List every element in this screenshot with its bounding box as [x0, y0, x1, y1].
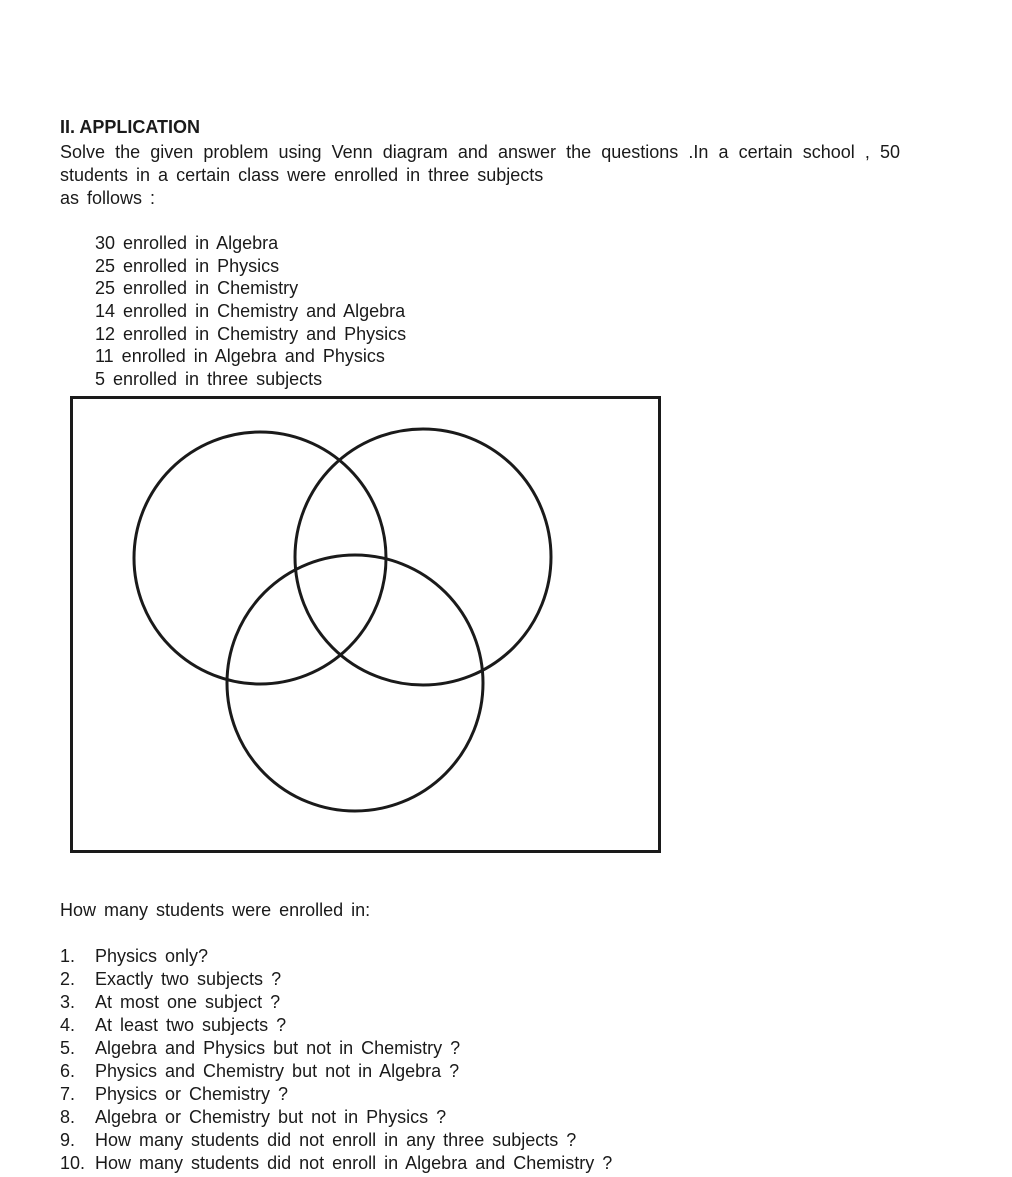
question-text: At least two subjects ?	[95, 1015, 287, 1035]
venn-circle-left	[134, 432, 386, 684]
question-item	[60, 1129, 612, 1152]
questions-prompt: How many students were enrolled in:	[60, 900, 371, 920]
question-number: 9.	[60, 1130, 76, 1150]
enrollment-facts	[95, 232, 406, 391]
fact-item: 30 enrolled in Algebra	[95, 233, 279, 253]
question-item	[60, 1014, 612, 1037]
question-text: Physics or Chemistry ?	[95, 1084, 289, 1104]
section-heading: II. APPLICATION	[60, 117, 201, 137]
question-number: 6.	[60, 1061, 76, 1081]
question-text: Physics and Chemistry but not in Algebra ?	[95, 1061, 460, 1081]
question-number: 7.	[60, 1084, 76, 1104]
intro-line-1: Solve the given problem using Venn diagram and answer the questions .In a certain school , 50	[60, 142, 900, 162]
question-text: Exactly two subjects ?	[95, 969, 282, 989]
question-item	[60, 1037, 612, 1060]
question-list	[60, 945, 612, 1175]
fact-item: 12 enrolled in Chemistry and Physics	[95, 323, 407, 344]
question-item	[60, 968, 612, 991]
question-number: 1.	[60, 946, 76, 966]
fact-item: 11 enrolled in Algebra and Physics	[95, 346, 385, 367]
question-text: At most one subject ?	[95, 992, 281, 1012]
question-number: 4.	[60, 1015, 76, 1035]
question-text: Algebra and Physics but not in Chemistry ?	[95, 1038, 461, 1058]
question-item	[60, 1060, 612, 1083]
question-text: Algebra or Chemistry but not in Physics ?	[95, 1107, 447, 1127]
question-text: How many students did not enroll in Algebra and Chemistry ?	[95, 1153, 613, 1173]
question-text: Physics only?	[95, 946, 209, 966]
intro-line-2: students in a certain class were enrolled in three subjects	[60, 165, 544, 185]
question-item	[60, 991, 612, 1014]
question-number: 2.	[60, 969, 76, 989]
question-item	[60, 1152, 612, 1175]
question-item	[60, 1106, 612, 1129]
question-item	[60, 1083, 612, 1106]
question-text: How many students did not enroll in any three subjects ?	[95, 1130, 577, 1150]
fact-item: 25 enrolled in Physics	[95, 255, 280, 276]
intro-line-3: as follows :	[60, 188, 156, 208]
venn-diagram	[70, 396, 662, 856]
fact-item: 5 enrolled in three subjects	[95, 369, 323, 390]
fact-item: 14 enrolled in Chemistry and Algebra	[95, 301, 406, 322]
question-number: 8.	[60, 1107, 76, 1127]
question-number: 10.	[60, 1153, 86, 1173]
fact-item: 25 enrolled in Chemistry	[95, 278, 299, 299]
problem-intro	[60, 141, 900, 210]
question-item	[60, 945, 612, 968]
question-number: 5.	[60, 1038, 76, 1058]
question-number: 3.	[60, 992, 76, 1012]
